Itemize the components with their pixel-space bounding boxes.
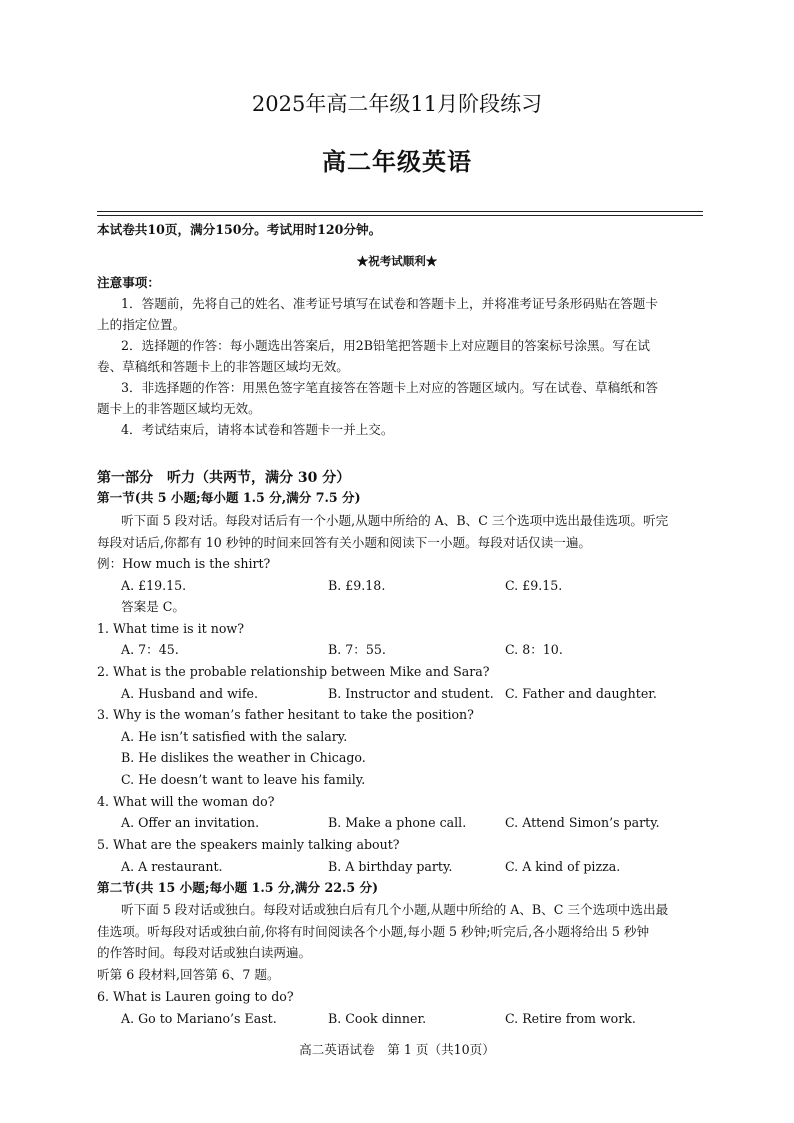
q3-option-b: B. He dislikes the weather in Chicago.	[121, 750, 366, 765]
example-answer: 答案是 C。	[121, 599, 186, 614]
q6-option-b: B. Cook dinner.	[328, 1011, 427, 1026]
example-option-c: C. £9.15.	[505, 578, 563, 593]
note-3-line-2: 题卡上的非答题区域均无效。	[97, 401, 261, 416]
note-4: 4．考试结束后，请将本试卷和答题卡一并上交。	[121, 422, 394, 437]
q1-question: 1. What time is it now?	[97, 621, 244, 636]
q1-option-c: C. 8：10.	[505, 642, 563, 657]
section2-instructions-3: 的作答时间。每段对话或独白读两遍。	[97, 945, 312, 960]
note-3-line-1: 3．非选择题的作答：用黑色签字笔直接答在答题卡上对应的答题区域内。写在试卷、草稿纸和答	[121, 380, 658, 395]
q3-option-a: A. He isn’t satisfied with the salary.	[121, 729, 348, 744]
notes-heading: 注意事项：	[97, 275, 160, 290]
material-6-instruction: 听第 6 段材料,回答第 6、7 题。	[97, 967, 280, 982]
section2-heading: 第二节(共 15 小题;每小题 1.5 分,满分 22.5 分)	[97, 880, 379, 895]
section1-heading: 第一节(共 5 小题;每小题 1.5 分,满分 7.5 分)	[97, 490, 361, 505]
q5-option-b: B. A birthday party.	[328, 859, 453, 874]
note-2-line-1: 2．选择题的作答：每小题选出答案后，用2B铅笔把答题卡上对应题目的答案标号涂黑。写在试	[121, 338, 651, 353]
q4-option-c: C. Attend Simon’s party.	[505, 815, 660, 830]
q4-option-b: B. Make a phone call.	[328, 815, 467, 830]
subject-title: 高二年级英语	[322, 147, 472, 176]
note-1-line-1: 1．答题前，先将自己的姓名、准考证号填写在试卷和答题卡上，并将准考证号条形码贴在答题卡	[121, 296, 658, 311]
q2-option-c: C. Father and daughter.	[505, 686, 657, 701]
q3-question: 3. Why is the woman’s father hesitant to take the position?	[97, 707, 474, 722]
example-option-b: B. £9.18.	[328, 578, 386, 593]
q5-option-a: A. A restaurant.	[121, 859, 223, 874]
q1-option-a: A. 7：45.	[121, 642, 179, 657]
exam-summary: 本试卷共10页，满分150分。考试用时120分钟。	[97, 222, 382, 237]
q6-question: 6. What is Lauren going to do?	[97, 989, 294, 1004]
q1-option-b: B. 7：55.	[328, 642, 386, 657]
q3-option-c: C. He doesn’t want to leave his family.	[121, 772, 366, 787]
divider-bottom	[97, 215, 703, 216]
q2-option-a: A. Husband and wife.	[121, 686, 259, 701]
section2-instructions-1: 听下面 5 段对话或独白。每段对话或独白后有几个小题,从题中所给的 A、B、C 三个选项中选出最	[121, 902, 669, 917]
section1-instructions-2: 每段对话后,你都有 10 秒钟的时间来回答有关小题和阅读下一小题。每段对话仅读一遍。	[97, 535, 592, 550]
q6-option-c: C. Retire from work.	[505, 1011, 636, 1026]
divider-top	[97, 211, 703, 212]
q2-option-b: B. Instructor and student.	[328, 686, 494, 701]
q6-option-a: A. Go to Mariano’s East.	[121, 1011, 277, 1026]
section2-instructions-2: 佳选项。听每段对话或独白前,你将有时间阅读各个小题,每小题 5 秒钟;听完后,各小题将给出 5 秒钟	[97, 924, 650, 939]
q4-question: 4. What will the woman do?	[97, 794, 275, 809]
q2-question: 2. What is the probable relationship between Mike and Sara?	[97, 664, 490, 679]
note-2-line-2: 卷、草稿纸和答题卡上的非答题区域均无效。	[97, 359, 349, 374]
page-footer: 高二英语试卷 第 1 页（共10页）	[299, 1042, 495, 1057]
part1-heading: 第一部分 听力（共两节，满分 30 分）	[97, 470, 351, 486]
q4-option-a: A. Offer an invitation.	[121, 815, 260, 830]
exam-title: 2025年高二年级11月阶段练习	[251, 92, 543, 116]
section1-instructions-1: 听下面 5 段对话。每段对话后有一个小题,从题中所给的 A、B、C 三个选项中选出最佳选项。听完	[121, 513, 669, 528]
q5-option-c: C. A kind of pizza.	[505, 859, 621, 874]
example-option-a: A. £19.15.	[121, 578, 187, 593]
q5-question: 5. What are the speakers mainly talking about?	[97, 837, 400, 852]
note-1-line-2: 上的指定位置。	[97, 317, 186, 332]
blessing: ★祝考试顺利★	[356, 254, 438, 268]
example-question: 例：How much is the shirt?	[97, 556, 271, 571]
